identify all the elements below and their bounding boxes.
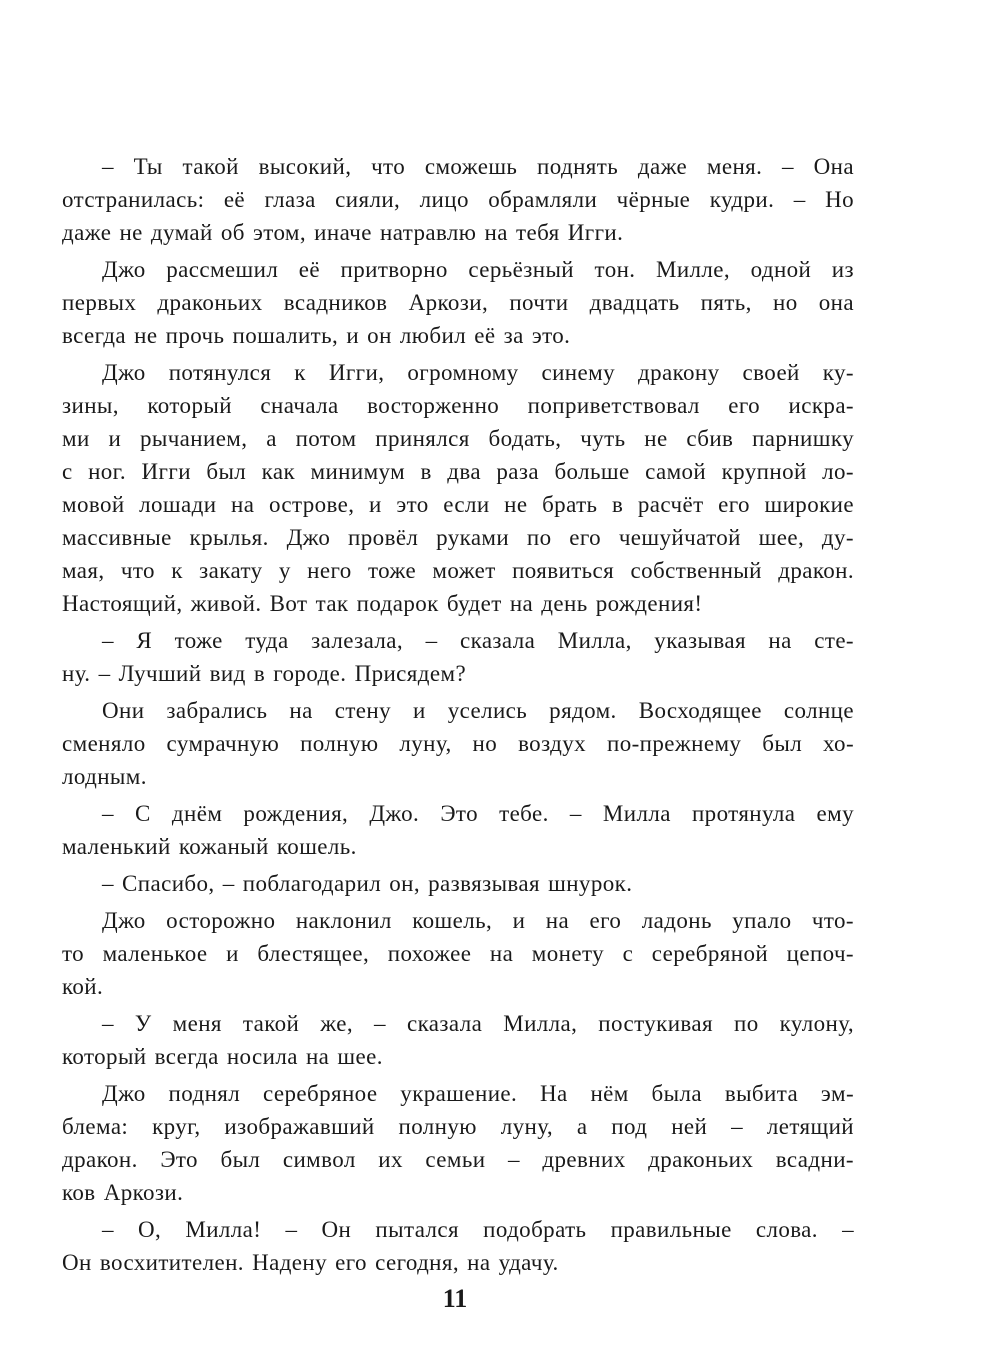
paragraph xyxy=(62,797,854,863)
text-line: – Спасибо, – поблагодарил он, развязывая шнурок. xyxy=(102,871,633,896)
text-line: – Я тоже туда залезала, – сказала Милла, указывая на сте- xyxy=(102,628,854,653)
text-line: Джо поднял серебряное украшение. На нём была выбита эм- xyxy=(102,1081,854,1106)
text-line: с ног. Игги был как минимум в два раза больше самой крупной ло- xyxy=(62,459,854,484)
text-line: Джо осторожно наклонил кошель, и на его ладонь упало что- xyxy=(102,908,854,933)
text-line: отстранилась: её глаза сияли, лицо обрамляли чёрные кудри. – Но xyxy=(62,187,854,212)
page-number: 11 xyxy=(442,1284,468,1313)
text-line: всегда не прочь пошалить, и он любил её за это. xyxy=(62,323,571,348)
text-line: то маленькое и блестящее, похожее на монету с серебряной цепоч- xyxy=(62,941,854,966)
paragraph xyxy=(62,624,854,690)
text-line: дракон. Это был символ их семьи – древних драконьих всадни- xyxy=(62,1147,854,1172)
text-line: ми и рычанием, а потом принялся бодать, чуть не сбив парнишку xyxy=(62,426,854,451)
text-line: кой. xyxy=(62,974,104,999)
text-line: – У меня такой же, – сказала Милла, постукивая по кулону, xyxy=(102,1011,854,1036)
text-line: первых драконьих всадников Аркози, почти двадцать пять, но она xyxy=(62,290,854,315)
text-line: – Ты такой высокий, что сможешь поднять даже меня. – Она xyxy=(102,154,854,179)
text-line: блема: круг, изображавший полную луну, а под ней – летящий xyxy=(62,1114,854,1139)
text-line: маленький кожаный кошель. xyxy=(62,834,357,859)
text-line: Он восхитителен. Надену его сегодня, на удачу. xyxy=(62,1250,559,1275)
text-line: – О, Милла! – Он пытался подобрать правильные слова. – xyxy=(102,1217,854,1242)
paragraph xyxy=(62,1213,854,1279)
paragraph xyxy=(62,1007,854,1073)
text-column xyxy=(62,150,854,1283)
paragraph xyxy=(62,867,854,900)
text-line: который всегда носила на шее. xyxy=(62,1044,383,1069)
text-line: даже не думай об этом, иначе натравлю на тебя Игги. xyxy=(62,220,624,245)
paragraph xyxy=(62,694,854,793)
paragraph xyxy=(62,150,854,249)
text-line: мовой лошади на острове, и это если не брать в расчёт его широкие xyxy=(62,492,854,517)
paragraph xyxy=(62,904,854,1003)
paragraph xyxy=(62,356,854,620)
text-line: – С днём рождения, Джо. Это тебе. – Милла протянула ему xyxy=(102,801,854,826)
text-line: лодным. xyxy=(62,764,147,789)
text-line: Они забрались на стену и уселись рядом. Восходящее солнце xyxy=(102,698,854,723)
text-line: Джо потянулся к Игги, огромному синему дракону своей ку- xyxy=(102,360,854,385)
text-line: ну. – Лучший вид в городе. Присядем? xyxy=(62,661,467,686)
text-line: Настоящий, живой. Вот так подарок будет на день рождения! xyxy=(62,591,703,616)
text-line: мая, что к закату у него тоже может появиться собственный дракон. xyxy=(62,558,854,583)
text-line: Джо рассмешил её притворно серьёзный тон. Милле, одной из xyxy=(102,257,854,282)
text-line: зины, который сначала восторженно поприветствовал его искра- xyxy=(62,393,854,418)
text-line: ков Аркози. xyxy=(62,1180,184,1205)
text-line: массивные крылья. Джо провёл руками по его чешуйчатой шее, ду- xyxy=(62,525,854,550)
paragraph xyxy=(62,253,854,352)
text-line: сменяло сумрачную полную луну, но воздух по-прежнему был хо- xyxy=(62,731,854,756)
paragraph xyxy=(62,1077,854,1209)
